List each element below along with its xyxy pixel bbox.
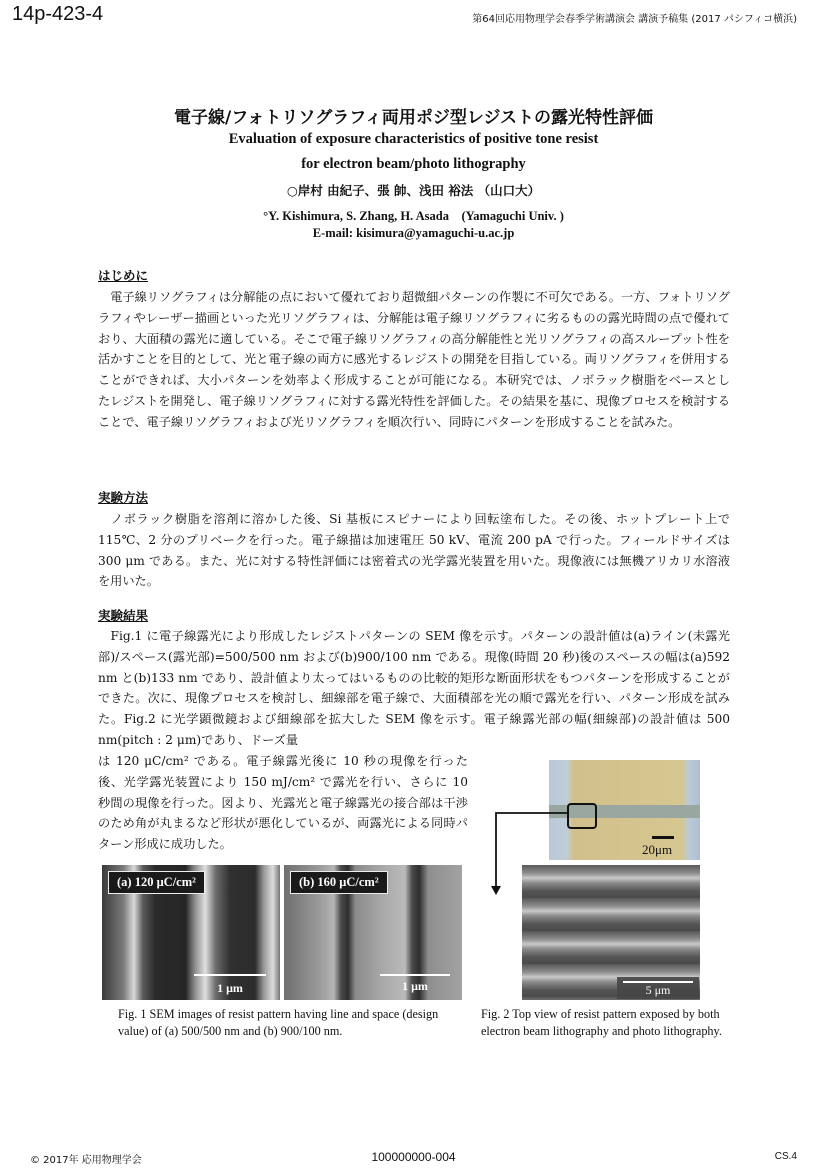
fig2-sem-image xyxy=(522,865,700,1000)
author-email: E-mail: kisimura@yamaguchi-u.ac.jp xyxy=(312,226,515,240)
footer-number: 100000000-004 xyxy=(371,1150,456,1164)
method-heading: 実験方法 xyxy=(98,490,149,505)
fig1-caption-text: SEM images of resist pattern having line and space (design value) of (a) 500/500 nm and (b) 900/100 nm. xyxy=(118,1007,439,1038)
results-paragraph: Fig.1 に電子線露光により形成したレジストパターンの SEM 像を示す。パターンの設計値は(a)ライン(未露光部)/スペース(露光部)=500/500 nm および(b)900/100 nm である。現像(時間 20 秒)後のスペースの幅は(a)592 nm と(b)133 nm であり、設計値より太ってはいるものの比較的矩形な断面形状をもつパターンを形成することができた。次に、現像プロセスを検討し、細線部を電子線で、大面積部を光の順で露光を行い、パターン形成を試みた。Fig.2 に光学顕微鏡および細線部を拡大した SEM 像を示す。電子線露光部の幅(細線部)の設計値は 500 nm(pitch : 2 μm)であり、ドーズ量 xyxy=(98,629,730,747)
fig1b-dose-label: (b) 160 μC/cm² xyxy=(290,871,388,894)
fig1a-sem-image xyxy=(102,865,280,1000)
english-title-line1: Evaluation of exposure characteristics of positive tone resist xyxy=(228,131,599,147)
fig1b-scale-label: 1 μm xyxy=(402,979,428,993)
abstract-code: 14p-423-4 xyxy=(12,3,104,25)
results-heading: 実験結果 xyxy=(98,608,149,623)
intro-paragraph: 電子線リソグラフィは分解能の点において優れており超微細パターンの作製に不可欠である。一方、フォトリソグラフィやレーザー描画といった光リソグラフィは、分解能は電子線リソグラフィに劣るものの露光時間の点で優れており、大面積の露光に適している。そこで電子線リソグラフィの高分解能性と光リソグラフィの高スループット性を活かすことを目的として、光と電子線の両方に感光するレジストの開発を目指している。両リソグラフィを併用することができれば、大小パターンを効率よく形成することが可能になる。本研究では、ノボラック樹脂をベースとしたレジストを開発し、電子線リソグラフィに対する露光特性を評価した。その結果を基に、現像プロセスを検討することで、電子線リソグラフィおよび光リソグラフィを順次行い、同時にパターンを形成することを試みた。 xyxy=(98,290,730,429)
fig2-caption xyxy=(481,1006,731,1040)
fig1a-scale-label: 1 μm xyxy=(217,981,243,995)
fig2-optical-scale-label: 20μm xyxy=(642,842,673,857)
japanese-title: 電子線/フォトリソグラフィ両用ポジ型レジストの露光特性評価 xyxy=(174,108,653,128)
fig2-caption-number: Fig. 2 xyxy=(481,1007,510,1021)
fig1b-scale-bar xyxy=(380,974,450,976)
method-paragraph: ノボラック樹脂を溶剤に溶かした後、Si 基板にスピナーにより回転塗布した。その後、ホットプレート上で 115℃、2 分のプリベークを行った。電子線描は加速電圧 50 kV、電流 200 pA で行った。フィールドサイズは 300 μm である。また、光に対する特性評価には密着式の光学露光装置を用いた。現像液には無機アリカリ水溶液を用いた。 xyxy=(98,512,730,589)
english-title-line2: for electron beam/photo lithography xyxy=(301,156,526,172)
fig2-caption-text: Top view of resist pattern exposed by both electron beam lithography and photo lithography. xyxy=(481,1007,722,1038)
fig1a-scale-bar xyxy=(194,974,266,976)
authors-japanese: ○岸村 由紀子、張 帥、浅田 裕法 （山口大） xyxy=(286,183,541,198)
fig1-caption-number: Fig. 1 xyxy=(118,1007,147,1021)
fig1b-sem-image xyxy=(284,865,462,1000)
results-paragraph-continued: は 120 μC/cm² である。電子線露光後に 10 秒の現像を行った後、光学露光装置により 150 mJ/cm² で露光を行い、さらに 10 秒間の現像を行った。図より、光露光と電子線露光の接合部は干渉のため角が丸まるなど形状が悪化しているが、両露光による同時パターン形成に成功した。 xyxy=(98,754,468,852)
fig1-caption xyxy=(118,1006,463,1040)
fig2-sem-scale-label: 5 μm xyxy=(645,983,671,997)
footer-copyright: © 2017年 応用物理学会 xyxy=(30,1155,142,1166)
fig2-zoom-box xyxy=(567,803,597,829)
footer-page: CS.4 xyxy=(774,1151,797,1162)
fig1a-dose-label: (a) 120 μC/cm² xyxy=(108,871,205,894)
authors-english: °Y. Kishimura, S. Zhang, H. Asada (Yamaguchi Univ. ) xyxy=(263,209,564,223)
conference-name: 第64回応用物理学会春季学術講演会 講演予稿集 (2017 パシフィコ横浜) xyxy=(472,14,797,25)
fig2-sem-scale-box xyxy=(617,977,699,999)
intro-heading: はじめに xyxy=(98,268,149,283)
fig2-optical-scale-bar xyxy=(652,836,674,839)
fig2-optical-image xyxy=(549,760,700,860)
